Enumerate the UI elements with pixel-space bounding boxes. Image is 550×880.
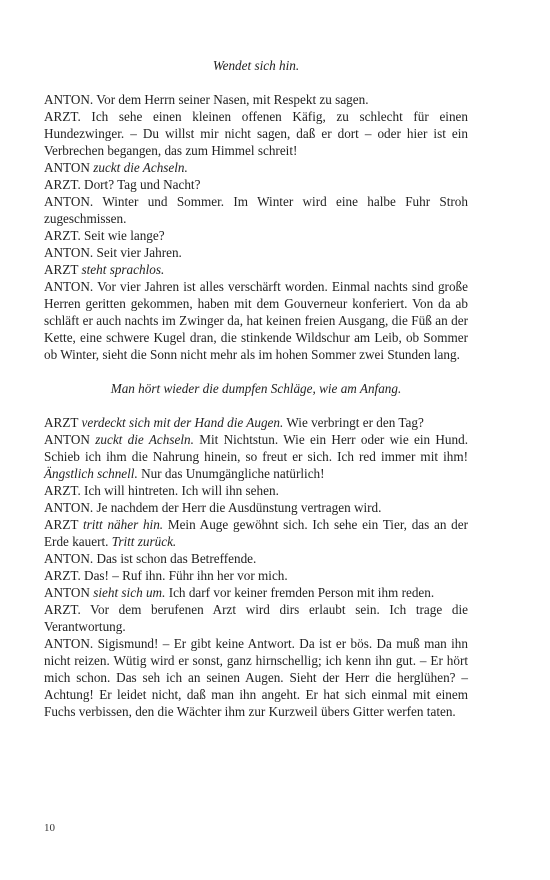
stage-action: zuckt die Achseln. — [95, 432, 194, 447]
spacer — [44, 363, 468, 380]
dialogue-block — [44, 414, 468, 720]
dialogue-line — [44, 584, 468, 601]
spoken-text: Wie verbringt er den Tag? — [286, 415, 424, 430]
speaker-name: ANTON. — [44, 245, 94, 260]
dialogue-line — [44, 91, 468, 108]
dialogue-line — [44, 567, 468, 584]
spoken-text: Je nachdem der Herr die Ausdünstung vertragen wird. — [96, 500, 382, 515]
spoken-text: Ich will hintreten. Ich will ihn sehen. — [84, 483, 279, 498]
dialogue-line — [44, 261, 468, 278]
stage-action: Tritt zurück. — [111, 534, 177, 549]
speaker-name: ARZT — [44, 262, 79, 277]
speaker-name: ANTON. — [44, 551, 94, 566]
dialogue-line — [44, 278, 468, 363]
dialogue-line — [44, 431, 468, 482]
spoken-text: Mein Auge gewöhnt sich. Ich sehe ein Tier, das an der Erde kauert. — [44, 517, 469, 549]
speaker-name: ARZT. — [44, 483, 81, 498]
speaker-name: ARZT. — [44, 177, 81, 192]
dialogue-line — [44, 499, 468, 516]
spoken-text: Vor vier Jahren ist alles verschärft worden. Einmal nachts sind große Herren geritten gekommen, haben mit dem Gouverneur konferiert. Von da ab schläft er auch nachts im Zwinger da, hat keinen freien Ausgang, die Füß an der Kette, eine schwere Kugel dran, die stinkende Wildschur am Leib, ob Sommer ob Winter, sieht die Sonn nicht mehr als im hohen Sommer zwei Stunden lang. — [44, 279, 468, 362]
spacer — [44, 397, 468, 414]
page-number: 10 — [44, 822, 55, 834]
spoken-text: Ich sehe einen kleinen offenen Käfig, zu schlecht für einen Hundezwinger. – Du willst mir nicht sagen, daß er dort – oder hier ist ein Verbrechen begangen, das zum Himmel schreit! — [44, 109, 469, 158]
speaker-name: ARZT. — [44, 568, 81, 583]
dialogue-line — [44, 482, 468, 499]
stage-action: verdeckt sich mit der Hand die Augen. — [81, 415, 284, 430]
spoken-text: Vor dem Herrn seiner Nasen, mit Respekt zu sagen. — [96, 92, 369, 107]
dialogue-line — [44, 176, 468, 193]
speaker-name: ARZT. — [44, 109, 81, 124]
spoken-text: Ich darf vor keiner fremden Person mit ihm reden. — [168, 585, 435, 600]
spoken-text: Seit wie lange? — [84, 228, 165, 243]
dialogue-line — [44, 550, 468, 567]
spoken-text: Nur das Unumgängliche natürlich! — [141, 466, 325, 481]
dialogue-line — [44, 193, 468, 227]
speaker-name: ANTON — [44, 432, 90, 447]
speaker-name: ANTON. — [44, 194, 94, 209]
spoken-text: Seit vier Jahren. — [96, 245, 182, 260]
speaker-name: ANTON — [44, 160, 90, 175]
spoken-text: Vor dem berufenen Arzt wird dirs erlaubt sein. Ich trage die Verantwortung. — [44, 602, 468, 634]
spoken-text: Dort? Tag und Nacht? — [84, 177, 201, 192]
stage-action: zuckt die Achseln. — [93, 160, 188, 175]
dialogue-line — [44, 635, 468, 720]
stage-action: sieht sich um. — [93, 585, 166, 600]
speaker-name: ARZT — [44, 517, 79, 532]
stage-action: steht sprachlos. — [81, 262, 165, 277]
stage-action: Ängstlich schnell. — [44, 466, 138, 481]
dialogue-block — [44, 91, 468, 363]
speaker-name: ANTON. — [44, 92, 94, 107]
speaker-name: ANTON. — [44, 279, 94, 294]
stage-direction: Wendet sich hin. — [212, 58, 300, 73]
spoken-text: Das! – Ruf ihn. Führ ihn her vor mich. — [84, 568, 288, 583]
stage-action: tritt näher hin. — [82, 517, 164, 532]
spoken-text: Mit Nichtstun. Wie ein Herr oder wie ein Hund. Schieb ich ihm die Nahrung hinein, so freut er sich. Ich red immer mit ihm! — [44, 432, 469, 464]
speaker-name: ARZT — [44, 415, 79, 430]
spoken-text: Das ist schon das Betreffende. — [96, 551, 257, 566]
dialogue-line — [44, 414, 468, 431]
speaker-name: ANTON — [44, 585, 90, 600]
dialogue-line — [44, 244, 468, 261]
spoken-text: Winter und Sommer. Im Winter wird eine halbe Fuhr Stroh zugeschmissen. — [44, 194, 468, 226]
dialogue-line — [44, 227, 468, 244]
spoken-text: Sigismund! – Er gibt keine Antwort. Da ist er bös. Da muß man ihn nicht reizen. Wütig wird er sonst, ganz hirnschellig; ich kenn ihn gut. – Er hört mich schon. Das seh ich an seinen Augen. Sieht der Herr die herglühen? – Achtung! Er leidet nicht, daß man ihn angeht. Er hat sich einmal mit einem Fuchs verbissen, den die Wächter ihm zur Kurzweil übers Gitter werfen taten. — [44, 636, 468, 719]
text-body — [44, 57, 468, 720]
speaker-name: ANTON. — [44, 500, 94, 515]
stage-direction: Man hört wieder die dumpfen Schläge, wie am Anfang. — [110, 381, 402, 396]
speaker-name: ANTON. — [44, 636, 94, 651]
speaker-name: ARZT. — [44, 602, 81, 617]
speaker-name: ARZT. — [44, 228, 81, 243]
spacer — [44, 74, 468, 91]
dialogue-line — [44, 108, 468, 159]
dialogue-line — [44, 601, 468, 635]
dialogue-line — [44, 516, 468, 550]
dialogue-line — [44, 159, 468, 176]
